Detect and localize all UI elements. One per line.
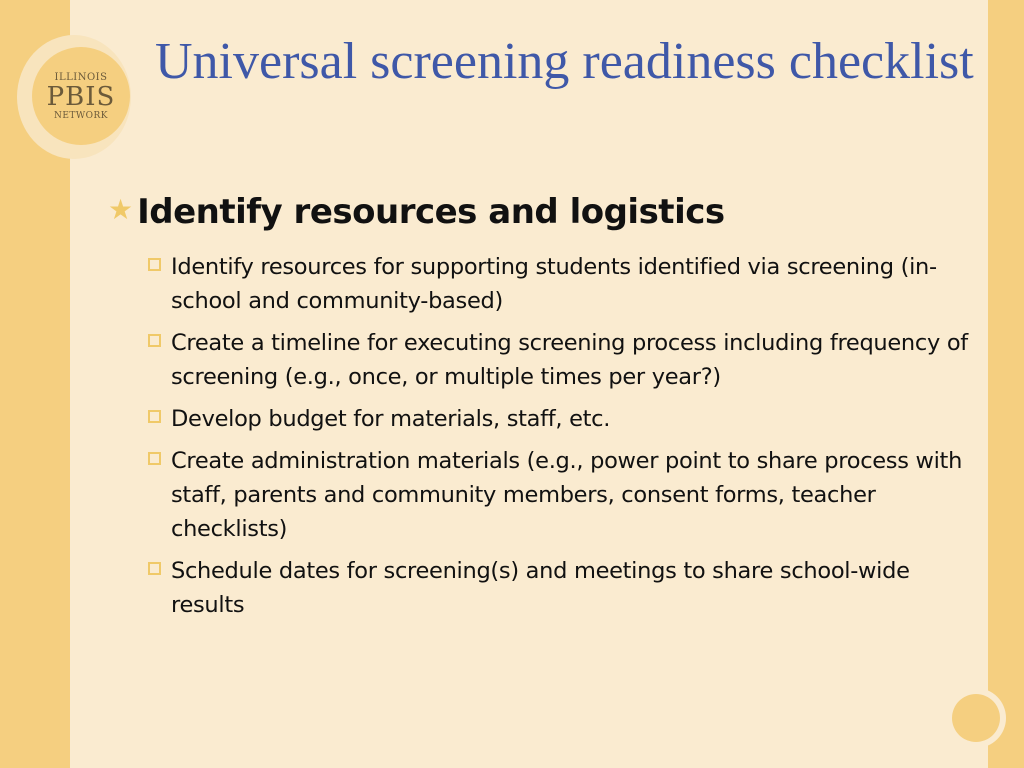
logo-middle-text: PBIS [46, 81, 116, 112]
illinois-pbis-logo [32, 47, 130, 145]
slide-title: Universal screening readiness checklist [155, 33, 974, 90]
corner-decoration-circle [952, 694, 1000, 742]
checkbox-bullet-icon [148, 334, 161, 347]
list-item-text: Identify resources for supporting students identified via screening (in-school and community-based) [171, 254, 937, 314]
star-bullet-icon: ★ [108, 193, 134, 226]
list-item-text: Create administration materials (e.g., power point to share process with staff, parents and community members, consent forms, teacher checklists) [171, 448, 963, 542]
checkbox-bullet-icon [148, 258, 161, 271]
list-item-text: Schedule dates for screening(s) and meetings to share school-wide results [171, 558, 910, 618]
logo-bottom-text: NETWORK [53, 110, 109, 121]
list-item [148, 250, 968, 318]
checkbox-bullet-icon [148, 452, 161, 465]
section-heading-text: Identify resources and logistics [137, 192, 725, 232]
list-item-text: Create a timeline for executing screening process including frequency of screening (e.g., once, or multiple times per year?) [171, 330, 968, 390]
list-item-text: Develop budget for materials, staff, etc. [171, 406, 611, 432]
checkbox-bullet-icon [148, 410, 161, 423]
checklist [148, 250, 968, 630]
logo-top-text: ILLINOIS [54, 71, 108, 83]
list-item [148, 326, 968, 394]
checkbox-bullet-icon [148, 562, 161, 575]
list-item [148, 444, 968, 546]
list-item [148, 554, 968, 622]
section-heading [108, 190, 725, 234]
list-item [148, 402, 968, 436]
